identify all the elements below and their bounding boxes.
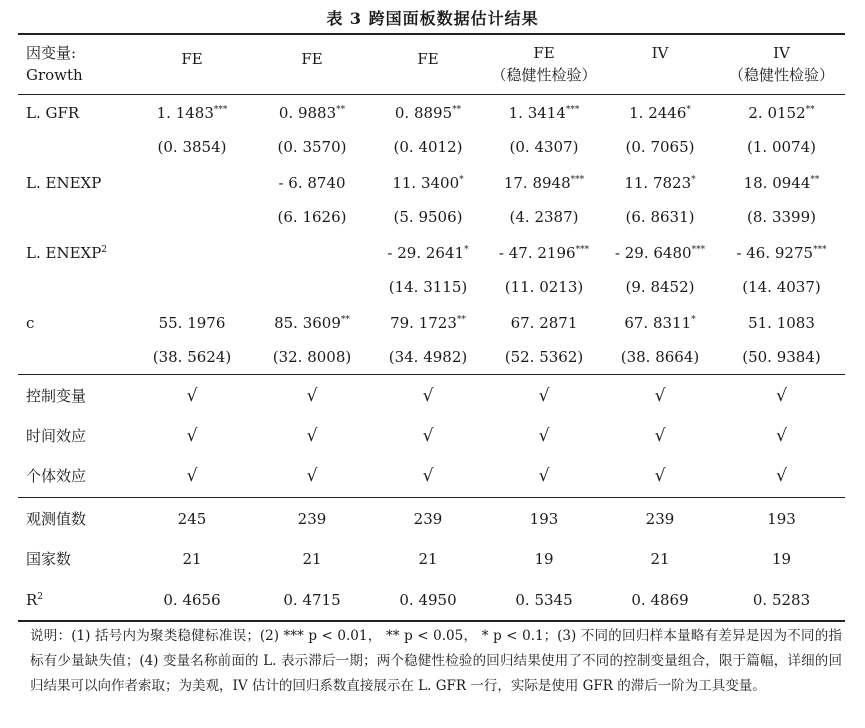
row-label-text: 时间效应 (26, 427, 87, 445)
significance-stars: *** (575, 245, 590, 255)
cell-value: - 29. 2641 (387, 244, 465, 262)
cell-value: 239 (297, 510, 327, 528)
check-mark: √ (422, 466, 434, 486)
row-label (26, 502, 126, 536)
bottom-rule (18, 620, 845, 622)
table-header (18, 42, 845, 90)
check-mark: √ (306, 426, 318, 446)
table-cell (370, 583, 486, 617)
cell-value: 19 (771, 550, 792, 568)
table-note: 说明：(1) 括号内为聚类稳健标准误；(2) *** p < 0.01， ** p < 0.05， * p < 0.1；(3) 不同的回归样本量略有差异是因为不同的指标有少量缺失值；(4) 变量名称前面的 L. 表示滞后一期；两个稳健性检验的回归结果使用了不同的控制变量组合，限于篇幅，详细的回归结果可以向作者索取；为美观，IV 估计的回归系数直接展示在 L. GFR 一行，实际是使用 GFR 的滞后一阶为工具变量。 (30, 628, 842, 694)
table-cell (254, 130, 370, 164)
cell-value: (9. 8452) (625, 278, 695, 296)
statistics-row (18, 583, 845, 617)
cell-value: 0. 5283 (752, 591, 811, 609)
cell-value: (4. 2387) (509, 208, 579, 226)
table-cell (370, 236, 486, 270)
table-cell (602, 96, 718, 130)
row-label (26, 130, 126, 164)
column-header-3-line1: FE (417, 50, 439, 68)
table-cell (254, 459, 370, 493)
significance-stars: *** (691, 245, 706, 255)
table-cell (486, 459, 602, 493)
check-mark: √ (776, 426, 787, 446)
check-mark: √ (186, 426, 198, 446)
table-cell (130, 166, 254, 200)
row-label-text: 个体效应 (26, 467, 87, 485)
cell-value: - 6. 8740 (278, 174, 346, 192)
table-cell (718, 542, 845, 576)
table-cell (718, 419, 845, 453)
table-cell (486, 419, 602, 453)
cell-value: 193 (529, 510, 559, 528)
table-cell (602, 379, 718, 413)
cell-value: 2. 0152 (748, 104, 806, 122)
row-label-text: c (26, 314, 35, 332)
row-label (26, 270, 126, 304)
significance-stars: ** (340, 315, 350, 325)
cell-value: (8. 3399) (747, 208, 816, 226)
row-label-superscript: 2 (37, 592, 44, 602)
table-cell (370, 270, 486, 304)
row-label (26, 459, 126, 493)
cell-value: 21 (418, 550, 438, 568)
coefficient-row (18, 306, 845, 340)
column-header-6 (718, 42, 845, 86)
table-cell (602, 270, 718, 304)
table-cell (486, 130, 602, 164)
std-error-row (18, 270, 845, 304)
row-label-text: R (26, 591, 38, 609)
row-label-text: 控制变量 (26, 387, 87, 405)
table-cell (254, 583, 370, 617)
check-mark: √ (538, 426, 550, 446)
cell-value: (34. 4982) (388, 348, 468, 366)
coefficient-row (18, 236, 845, 270)
header-rule (18, 94, 845, 95)
row-label (26, 96, 126, 130)
cell-value: (14. 4037) (742, 278, 821, 296)
table-cell (602, 502, 718, 536)
cell-value: (1. 0074) (747, 138, 816, 156)
cell-value: (0. 3570) (277, 138, 347, 156)
check-mark: √ (422, 386, 434, 406)
column-header-6-line2: （稳健性检验） (728, 66, 834, 84)
significance-stars: ** (452, 105, 462, 115)
check-mark: √ (654, 466, 666, 486)
table-cell (370, 502, 486, 536)
control-row (18, 419, 845, 453)
coefficient-row (18, 166, 845, 200)
table-cell (130, 200, 254, 234)
table-cell (602, 583, 718, 617)
cell-value: (38. 5624) (152, 348, 232, 366)
cell-value: 1. 3414 (508, 104, 566, 122)
table-cell (602, 166, 718, 200)
cell-value: (0. 3854) (157, 138, 227, 156)
check-mark: √ (186, 386, 198, 406)
row-label-text: L. ENEXP (26, 174, 102, 192)
row-label (26, 166, 126, 200)
row-label (26, 542, 126, 576)
table-cell (254, 236, 370, 270)
cell-value: 0. 8895 (394, 104, 453, 122)
significance-stars: * (691, 175, 696, 185)
check-mark: √ (654, 386, 666, 406)
table-cell (486, 542, 602, 576)
cell-value: 245 (177, 510, 207, 528)
cell-value: 11. 3400 (392, 174, 460, 192)
check-mark: √ (422, 426, 434, 446)
std-error-row (18, 130, 845, 164)
table-cell (370, 542, 486, 576)
table-cell (254, 200, 370, 234)
table-cell (370, 96, 486, 130)
column-header-4 (486, 42, 602, 86)
table-cell (370, 419, 486, 453)
control-row (18, 379, 845, 413)
table-cell (718, 270, 845, 304)
column-header-1 (130, 42, 254, 76)
significance-stars: * (691, 315, 696, 325)
statistics-row (18, 502, 845, 536)
cell-value: 18. 0944 (743, 174, 811, 192)
table-cell (254, 96, 370, 130)
table-cell (130, 379, 254, 413)
column-header-4-line2: （稳健性检验） (491, 66, 597, 84)
cell-value: 11. 7823 (624, 174, 692, 192)
table-cell (254, 502, 370, 536)
cell-value: - 46. 9275 (736, 244, 814, 262)
cell-value: (11. 0213) (504, 278, 584, 296)
table-cell (370, 306, 486, 340)
table-cell (130, 306, 254, 340)
cell-value: 21 (650, 550, 670, 568)
table-cell (486, 96, 602, 130)
column-header-5 (602, 42, 718, 64)
row-label-text: 国家数 (26, 550, 72, 568)
cell-value: (50. 9384) (742, 348, 821, 366)
column-header-6-line1: IV (773, 44, 790, 62)
row-label-text: L. GFR (26, 104, 80, 122)
row-label-text: 观测值数 (26, 510, 87, 528)
table-cell (254, 306, 370, 340)
significance-stars: * (686, 105, 691, 115)
table-cell (718, 200, 845, 234)
check-mark: √ (654, 426, 666, 446)
significance-stars: ** (456, 315, 466, 325)
table-cell (718, 130, 845, 164)
table-cell (130, 542, 254, 576)
table-cell (718, 96, 845, 130)
statistics-row (18, 542, 845, 576)
table-cell (130, 583, 254, 617)
cell-value: 0. 4950 (399, 591, 457, 609)
table-cell (486, 306, 602, 340)
table-cell (718, 459, 845, 493)
row-label (26, 419, 126, 453)
significance-stars: *** (565, 105, 580, 115)
cell-value: (52. 5362) (504, 348, 584, 366)
table-cell (130, 96, 254, 130)
cell-value: (32. 8008) (272, 348, 352, 366)
coefficient-row (18, 96, 845, 130)
table-cell (130, 419, 254, 453)
cell-value: (0. 4012) (393, 138, 463, 156)
check-mark: √ (186, 466, 198, 486)
table-cell (602, 130, 718, 164)
significance-stars: *** (570, 175, 585, 185)
table-cell (602, 459, 718, 493)
cell-value: 193 (767, 510, 796, 528)
significance-stars: *** (813, 245, 827, 255)
table-title: 表 3 跨国面板数据估计结果 (326, 9, 539, 28)
column-header-2-line1: FE (301, 50, 323, 68)
table-cell (370, 340, 486, 374)
column-header-4-line1: FE (533, 44, 555, 62)
cell-value: 51. 1083 (748, 314, 815, 332)
table-cell (370, 379, 486, 413)
cell-value: 1. 1483 (156, 104, 214, 122)
column-header-1-line1: FE (181, 50, 203, 68)
coef-bottom-rule (18, 374, 845, 375)
significance-stars: ** (810, 175, 820, 185)
dep-var-line1: 因变量: (26, 44, 77, 62)
table-cell (370, 459, 486, 493)
cell-value: 239 (645, 510, 675, 528)
table-cell (130, 502, 254, 536)
column-header-5-line1: IV (651, 44, 669, 62)
check-mark: √ (306, 386, 318, 406)
significance-stars: * (464, 245, 469, 255)
table-cell (130, 459, 254, 493)
check-mark: √ (776, 386, 787, 406)
table-cell (370, 166, 486, 200)
table-cell (130, 340, 254, 374)
row-label (26, 379, 126, 413)
table-cell (254, 166, 370, 200)
cell-value: 0. 9883 (278, 104, 337, 122)
cell-value: 19 (534, 550, 554, 568)
significance-stars: ** (336, 105, 346, 115)
table-cell (254, 542, 370, 576)
table-cell (486, 340, 602, 374)
table-cell (486, 379, 602, 413)
table-cell (602, 200, 718, 234)
table-cell (718, 502, 845, 536)
row-label (26, 200, 126, 234)
cell-value: (6. 8631) (625, 208, 695, 226)
control-row (18, 459, 845, 493)
table-cell (718, 166, 845, 200)
cell-value: 55. 1976 (158, 314, 226, 332)
cell-value: (0. 4307) (509, 138, 579, 156)
cell-value: (38. 8664) (620, 348, 700, 366)
cell-value: (6. 1626) (277, 208, 347, 226)
table-cell (254, 340, 370, 374)
cell-value: - 47. 2196 (498, 244, 576, 262)
table-cell (130, 270, 254, 304)
cell-value: 0. 4869 (631, 591, 689, 609)
table-cell (370, 200, 486, 234)
table-cell (130, 130, 254, 164)
cell-value: 1. 2446 (629, 104, 687, 122)
table-cell (486, 236, 602, 270)
table-cell (254, 419, 370, 453)
cell-value: (0. 7065) (625, 138, 695, 156)
table-cell (254, 270, 370, 304)
table-cell (718, 340, 845, 374)
significance-stars: ** (805, 105, 815, 115)
cell-value: 67. 2871 (510, 314, 578, 332)
cell-value: 67. 8311 (624, 314, 692, 332)
cell-value: 21 (302, 550, 322, 568)
check-mark: √ (306, 466, 318, 486)
table-cell (718, 236, 845, 270)
cell-value: 0. 4656 (163, 591, 221, 609)
column-header-2 (254, 42, 370, 76)
check-mark: √ (538, 386, 550, 406)
row-label (26, 583, 126, 617)
table-cell (486, 166, 602, 200)
cell-value: (14. 3115) (388, 278, 468, 296)
significance-stars: *** (213, 105, 228, 115)
table-cell (254, 379, 370, 413)
table-cell (130, 236, 254, 270)
std-error-row (18, 200, 845, 234)
table-cell (486, 583, 602, 617)
table-cell (486, 270, 602, 304)
row-label-text: L. ENEXP (26, 244, 102, 262)
table-cell (602, 236, 718, 270)
cell-value: 0. 5345 (515, 591, 573, 609)
row-label (26, 236, 126, 270)
table-cell (602, 340, 718, 374)
row-label-superscript: 2 (101, 245, 108, 255)
table-cell (602, 542, 718, 576)
cell-value: 21 (182, 550, 202, 568)
table-cell (602, 306, 718, 340)
table-cell (718, 379, 845, 413)
table-cell (602, 419, 718, 453)
cell-value: 79. 1723 (390, 314, 457, 332)
cell-value: 85. 3609 (274, 314, 341, 332)
dependent-variable-label (26, 42, 83, 86)
table-cell (486, 502, 602, 536)
column-header-3 (370, 42, 486, 76)
table-cell (370, 130, 486, 164)
cell-value: 17. 8948 (503, 174, 571, 192)
check-mark: √ (538, 466, 550, 486)
control-bottom-rule (18, 497, 845, 498)
table-cell (718, 583, 845, 617)
cell-value: (5. 9506) (393, 208, 463, 226)
cell-value: 239 (413, 510, 443, 528)
dep-var-line2: Growth (26, 66, 83, 84)
significance-stars: * (459, 175, 464, 185)
std-error-row (18, 340, 845, 374)
table-cell (718, 306, 845, 340)
cell-value: 0. 4715 (283, 591, 341, 609)
row-label (26, 340, 126, 374)
top-rule (18, 33, 845, 35)
cell-value: - 29. 6480 (614, 244, 692, 262)
row-label (26, 306, 126, 340)
table-cell (486, 200, 602, 234)
check-mark: √ (776, 466, 787, 486)
